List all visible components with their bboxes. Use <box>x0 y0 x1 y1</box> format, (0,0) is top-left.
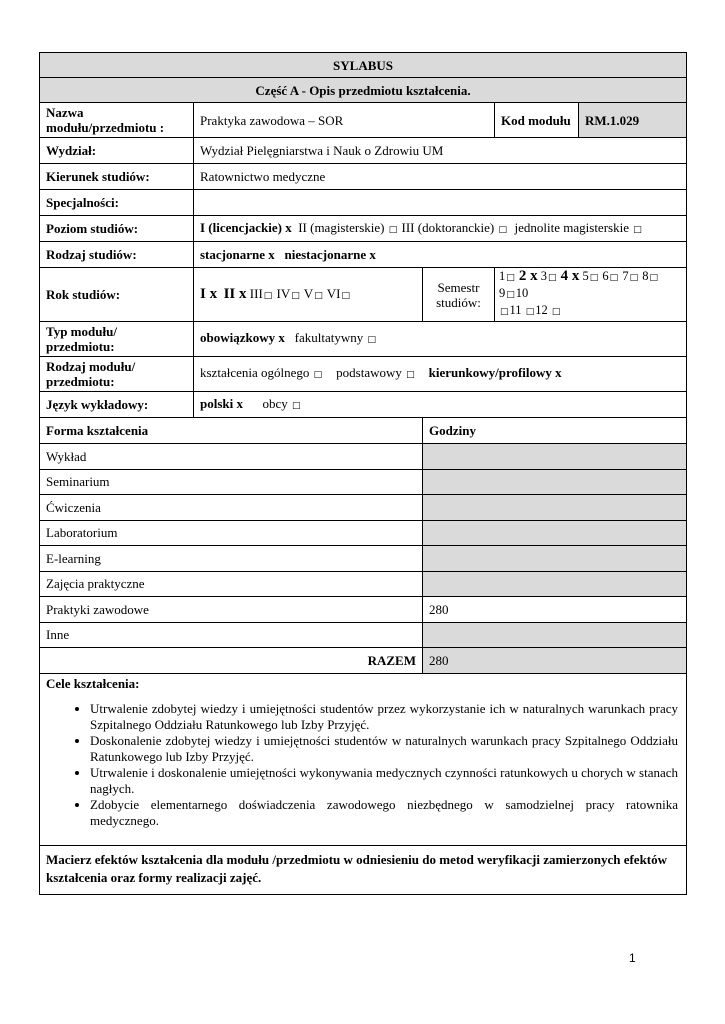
form-name: Ćwiczenia <box>40 495 423 521</box>
checkbox-icon: □ <box>367 335 376 345</box>
form-hours: 280 <box>423 597 687 623</box>
module-type-row <box>40 322 687 357</box>
table-row <box>40 444 687 470</box>
checkbox-icon: □ <box>500 307 509 317</box>
module-kind-option-3: kierunkowy/profilowy x <box>428 365 562 380</box>
mode-options <box>194 242 687 268</box>
list-item: • Utrwalenie zdobytej wiedzy i umiejętności studentów przez wykorzystanie ich w naturalnych warunkach pracy Szpitalnego Oddziału Ratunkowego lub Izby Przyjęć. <box>90 701 678 733</box>
syllabus-title: SYLABUS <box>40 53 687 78</box>
table-row <box>40 546 687 572</box>
year-1: I x <box>200 285 218 302</box>
semester-5: 5 <box>582 269 589 283</box>
checkbox-icon: □ <box>589 273 599 283</box>
faculty-row <box>40 138 687 164</box>
semester-6: 6 <box>602 269 609 283</box>
checkbox-icon: □ <box>291 290 300 301</box>
semester-12: 12 <box>535 303 548 317</box>
language-label: Język wykładowy: <box>40 392 194 418</box>
checkbox-icon: □ <box>406 370 415 380</box>
language-row <box>40 392 687 418</box>
semester-options <box>495 268 687 322</box>
module-kind-options <box>194 357 687 392</box>
form-name: Zajęcia praktyczne <box>40 571 423 597</box>
part-title: Część A - Opis przedmiotu kształcenia. <box>40 78 687 103</box>
module-kind-option-2: podstawowy <box>336 365 402 380</box>
checkbox-icon: □ <box>313 370 323 380</box>
module-type-label: Typ modułu/ przedmiotu: <box>40 322 194 357</box>
semester-label: Semestr studiów: <box>423 268 495 322</box>
level-row <box>40 216 687 242</box>
form-name: Praktyki zawodowe <box>40 597 423 623</box>
specialty-value <box>194 190 687 216</box>
specialty-label: Specjalności: <box>40 190 194 216</box>
semester-1: 1 <box>499 269 506 283</box>
table-row <box>40 495 687 521</box>
form-hours <box>423 546 687 572</box>
table-row <box>40 571 687 597</box>
list-item: • Zdobycie elementarnego doświadczenia zawodowego niezbędnego w samodzielnej pracy ratownika medycznego. <box>90 797 678 829</box>
level-options <box>194 216 687 242</box>
checkbox-icon: □ <box>506 290 515 300</box>
checkbox-icon: □ <box>525 307 535 317</box>
form-name: E-learning <box>40 546 423 572</box>
form-hours <box>423 495 687 521</box>
checkbox-icon: □ <box>633 224 642 235</box>
checkbox-icon: □ <box>548 273 557 283</box>
mode-label: Rodzaj studiów: <box>40 242 194 268</box>
module-code-value: RM.1.029 <box>579 103 687 138</box>
checkbox-icon: □ <box>629 273 639 283</box>
checkbox-icon: □ <box>314 290 323 301</box>
checkbox-icon: □ <box>292 400 301 411</box>
level-option-4: jednolite magisterskie <box>514 219 629 235</box>
faculty-label: Wydział: <box>40 138 194 164</box>
year-6: VI <box>326 285 341 301</box>
language-options <box>194 392 687 418</box>
semester-4: 4 x <box>560 268 580 284</box>
mode-option-2: niestacjonarne x <box>284 247 376 262</box>
level-label: Poziom studiów: <box>40 216 194 242</box>
matrix-title: Macierz efektów kształcenia dla modułu /przedmiotu w odniesieniu do metod weryfikacji zamierzonych efektów kształcenia oraz formy realizacji zajęć. <box>40 846 687 895</box>
form-hours <box>423 520 687 546</box>
year-2: II x <box>223 285 247 302</box>
checkbox-icon: □ <box>551 307 561 317</box>
year-row <box>40 268 687 322</box>
module-type-option-1: obowiązkowy x <box>200 330 285 345</box>
semester-7: 7 <box>622 269 629 283</box>
table-row <box>40 597 687 623</box>
total-value: 280 <box>423 648 687 674</box>
field-label: Kierunek studiów: <box>40 164 194 190</box>
semester-8: 8 <box>642 269 649 283</box>
module-type-options <box>194 322 687 357</box>
module-kind-row <box>40 357 687 392</box>
syllabus-page <box>39 52 686 895</box>
mode-option-1: stacjonarne x <box>200 247 275 262</box>
level-option-2: II (magisterskie) <box>298 219 385 235</box>
syllabus-table <box>39 52 687 895</box>
module-code-label: Kod modułu <box>495 103 579 138</box>
goals-list <box>46 701 680 829</box>
checkbox-icon: □ <box>609 273 619 283</box>
year-5: V <box>303 285 314 301</box>
list-item: • Doskonalenie zdobytej wiedzy i umiejętności studentów w naturalnych warunkach pracy Szpitalnego Oddziału Ratunkowego lub Izby Przyjęć. <box>90 733 678 765</box>
module-kind-option-1: kształcenia ogólnego <box>200 365 310 380</box>
form-name: Seminarium <box>40 469 423 495</box>
module-name-value: Praktyka zawodowa – SOR <box>194 103 495 138</box>
part-row <box>40 78 687 103</box>
title-row <box>40 53 687 78</box>
semester-11: 11 <box>509 303 522 317</box>
form-name: Wykład <box>40 444 423 470</box>
table-row <box>40 622 687 648</box>
level-option-3: III (doktoranckie) <box>401 219 495 235</box>
form-name: Inne <box>40 622 423 648</box>
year-label: Rok studiów: <box>40 268 194 322</box>
faculty-value: Wydział Pielęgniarstwa i Nauk o Zdrowiu UM <box>194 138 687 164</box>
semester-3: 3 <box>540 269 548 283</box>
table-row <box>40 520 687 546</box>
form-hours <box>423 444 687 470</box>
specialty-row <box>40 190 687 216</box>
forms-header-form: Forma kształcenia <box>40 418 423 444</box>
checkbox-icon: □ <box>388 224 398 235</box>
module-name-row <box>40 103 687 138</box>
page-number: 1 <box>629 951 636 965</box>
checkbox-icon: □ <box>263 290 273 301</box>
language-option-1: polski x <box>200 395 243 411</box>
goals-title: Cele kształcenia: <box>46 676 140 691</box>
semester-9: 9 <box>499 286 506 300</box>
total-label: RAZEM <box>40 648 423 674</box>
checkbox-icon: □ <box>649 273 658 283</box>
module-kind-label: Rodzaj modułu/ przedmiotu: <box>40 357 194 392</box>
year-3: III <box>249 285 263 301</box>
year-4: IV <box>276 285 291 301</box>
field-row <box>40 164 687 190</box>
checkbox-icon: □ <box>506 273 515 283</box>
goals-cell <box>40 674 687 846</box>
matrix-row <box>40 846 687 895</box>
form-hours <box>423 469 687 495</box>
form-hours <box>423 571 687 597</box>
mode-row <box>40 242 687 268</box>
field-value: Ratownictwo medyczne <box>194 164 687 190</box>
total-row <box>40 648 687 674</box>
module-name-label: Nazwa modułu/przedmiotu : <box>40 103 194 138</box>
year-options <box>194 268 423 322</box>
goals-row <box>40 674 687 846</box>
checkbox-icon: □ <box>341 290 350 301</box>
semester-10: 10 <box>515 286 529 300</box>
module-type-option-2: fakultatywny <box>294 330 364 345</box>
table-row <box>40 469 687 495</box>
level-option-1: I (licencjackie) x <box>200 219 292 235</box>
list-item: • Utrwalenie i doskonalenie umiejętności wykonywania medycznych czynności ratunkowych u chorych w stanach nagłych. <box>90 765 678 797</box>
language-option-2: obcy <box>262 395 288 411</box>
semester-2: 2 x <box>518 268 538 284</box>
form-hours <box>423 622 687 648</box>
forms-header-hours: Godziny <box>423 418 687 444</box>
forms-header-row <box>40 418 687 444</box>
form-name: Laboratorium <box>40 520 423 546</box>
checkbox-icon: □ <box>498 224 508 235</box>
